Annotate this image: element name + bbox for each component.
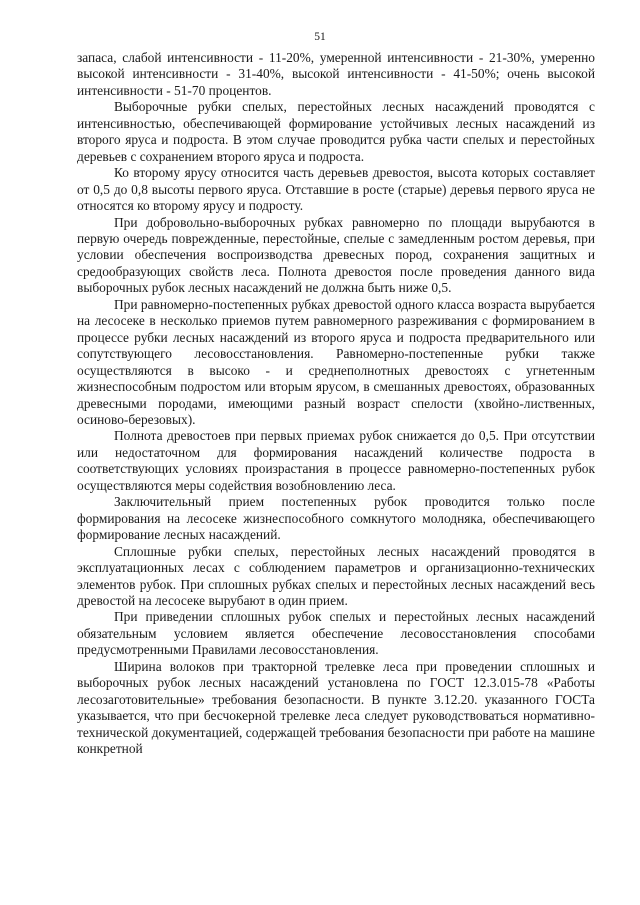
paragraph: При добровольно-выборочных рубках равномерно по площади вырубаются в первую очередь поврежденные, перестойные, спелые с замедленным ростом деревья, при условии обеспечения воспроизводства древесных пород, сохранения защитных и средообразующих свойств леса. Полнота древостоя после проведения данного вида выборочных рубок лесных насаждений не должна быть ниже 0,5.	[77, 214, 595, 296]
paragraph: Заключительный прием постепенных рубок проводится только после формирования на лесосеке жизнеспособного сомкнутого молодняка, обеспечивающего формирование лесных насаждений.	[77, 494, 595, 543]
paragraph: Сплошные рубки спелых, перестойных лесных насаждений проводятся в эксплуатационных лесах с соблюдением параметров и организационно-технических элементов рубок. При сплошных рубках спелых и перестойных лесных насаждений весь древостой на лесосеке вырубают в один прием.	[77, 543, 595, 608]
paragraph: При приведении сплошных рубок спелых и перестойных лесных насаждений обязательным условием является обеспечение лесовосстановления способами предусмотренными Правилами лесовосстановления.	[77, 609, 595, 658]
page-number: 51	[314, 31, 326, 43]
paragraph: Ко второму ярусу относится часть деревьев древостоя, высота которых составляет от 0,5 до 0,8 высоты первого яруса. Отставшие в росте (старые) деревья первого яруса не относятся ко второму ярусу и подросту.	[77, 165, 595, 214]
paragraph: При равномерно-постепенных рубках древостой одного класса возраста вырубается на лесосеке в несколько приемов путем равномерного разреживания с формированием в процессе рубки лесных насаждений из второго яруса и подроста предварительного или сопутствующего лесовосстановления. Равномерно-постепенные рубки также осуществляются в высоко - и среднеполнотных древостоях с угнетенным жизнеспособным подростом или вторым ярусом, в смешанных древостоях, образованных древесными породами, имеющими разный возраст спелости (хвойно-лиственных, осиново-березовых).	[77, 296, 595, 427]
paragraph: Выборочные рубки спелых, перестойных лесных насаждений проводятся с интенсивностью, обеспечивающей формирование устойчивых лесных насаждений из второго яруса и подроста. В этом случае проводится рубка части спелых и перестойных деревьев с сохранением второго яруса и подроста.	[77, 99, 595, 164]
paragraph: Ширина волоков при тракторной трелевке леса при проведении сплошных и выборочных рубок лесных насаждений установлена по ГОСТ 12.3.015-78 «Работы лесозаготовительные» требования безопасности. В пункте 3.12.20. указанного ГОСТа указывается, что при бесчокерной трелевке леса следует руководствоваться нормативно-технической документацией, содержащей требования безопасности при работе на машине конкретной	[77, 658, 595, 757]
page-body	[77, 50, 595, 757]
paragraph: Полнота древостоев при первых приемах рубок снижается до 0,5. При отсутствии или недостаточном для формирования насаждений количестве подроста в соответствующих условиях произрастания в процессе равномерно-постепенных рубок осуществляются меры содействия возобновлению леса.	[77, 428, 595, 493]
paragraph: запаса, слабой интенсивности - 11-20%, умеренной интенсивности - 21-30%, умеренно высокой интенсивности - 31-40%, высокой интенсивности - 41-50%; очень высокой интенсивности - 51-70 процентов.	[77, 50, 595, 98]
